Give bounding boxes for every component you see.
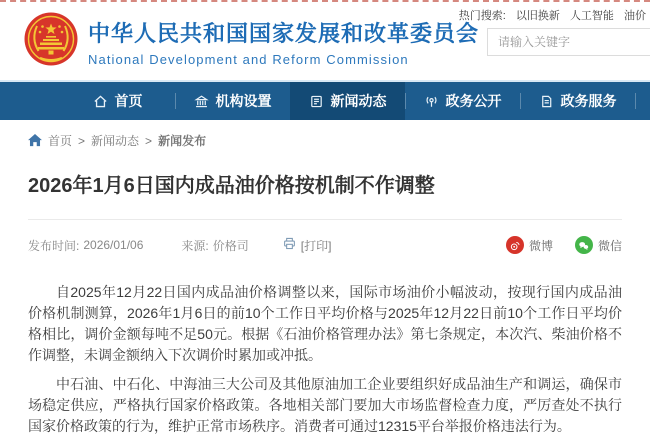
breadcrumb (28, 120, 622, 149)
hot-search-link-oil-price[interactable]: 油价 (624, 10, 646, 22)
publish-time-label: 发布时间: (28, 238, 80, 253)
breadcrumb-home-icon (28, 134, 42, 147)
article-paragraph-1: 自2025年12月22日国内成品油价格调整以来，国际市场油价小幅波动，按现行国内成品油价格机制测算，2026年1月6日的前10个工作日平均价格与2025年12月22日前10个工作日平均价格相比，调价金额每吨不足50元。根据《石油价格管理办法》第七条规定，本次汽、柴油价格不作调整，未调金额纳入下次调价时累加或冲抵。 (28, 284, 622, 363)
hot-search-label: 热门搜索: (458, 10, 506, 22)
share-weibo-label: 微博 (528, 238, 553, 253)
nav-item-home[interactable] (60, 82, 175, 120)
disclosure-icon (424, 94, 439, 109)
share-weibo-button[interactable] (506, 236, 553, 254)
nav-item-gov-services[interactable] (520, 82, 635, 120)
print-label: [打印] (300, 238, 332, 253)
breadcrumb-separator: > (78, 133, 86, 148)
breadcrumb-separator: > (145, 133, 153, 148)
nav-item-gov-disclosure[interactable] (405, 82, 520, 120)
nav-item-label: 政务服务 (560, 93, 617, 109)
breadcrumb-item-news-release[interactable]: 新闻发布 (158, 134, 207, 148)
share-wechat-button[interactable] (575, 236, 622, 254)
weibo-icon (506, 236, 524, 254)
services-icon (539, 94, 554, 109)
nav-item-label: 首页 (114, 93, 143, 109)
article-title: 2026年1月6日国内成品油价格按机制不作调整 (28, 175, 435, 197)
news-icon (309, 94, 324, 109)
site-title-block (88, 17, 479, 67)
content-area (0, 120, 650, 437)
article-body (28, 282, 622, 437)
breadcrumb-item-news[interactable]: 新闻动态 (91, 134, 140, 148)
share-bar (484, 236, 622, 254)
nav-item-organization[interactable] (175, 82, 290, 120)
site-title-en: National Development and Reform Commission (88, 52, 409, 67)
search-input[interactable] (487, 28, 650, 56)
share-wechat-label: 微信 (597, 238, 622, 253)
article-meta-row (28, 236, 622, 254)
hot-search-link-trade-in[interactable]: 以旧换新 (515, 10, 560, 22)
nav-item-label: 机构设置 (215, 93, 272, 109)
site-header (0, 2, 650, 80)
nav-item-label: 新闻动态 (330, 93, 387, 109)
print-button[interactable] (283, 237, 332, 254)
national-emblem-logo (24, 12, 78, 66)
nav-item-label: 政务公开 (445, 93, 502, 109)
source-label: 来源: (181, 238, 209, 253)
home-icon (93, 94, 108, 109)
title-divider (28, 219, 622, 220)
printer-icon (283, 237, 296, 253)
site-title-cn: 中华人民共和国国家发展和改革委员会 (88, 21, 480, 46)
hot-search-link-ai[interactable]: 人工智能 (569, 10, 614, 22)
nav-item-interaction[interactable] (635, 82, 650, 120)
article-paragraph-2: 中石油、中石化、中海油三大公司及其他原油加工企业要组织好成品油生产和调运，确保市场稳定供应，严格执行国家价格政策。各地相关部门要加大市场监督检查力度，严厉查处不执行国家价格政策的行为，维护正常市场秩序。消费者可通过12315平台举报价格违法行为。 (28, 376, 622, 434)
institution-icon (194, 94, 209, 109)
nav-item-news[interactable] (290, 82, 405, 120)
wechat-icon (575, 236, 593, 254)
publish-time-value: 2026/01/06 (83, 238, 144, 252)
source-value: 价格司 (212, 238, 249, 253)
hot-search-bar (459, 7, 646, 23)
main-nav (0, 82, 650, 120)
breadcrumb-item-home[interactable]: 首页 (48, 134, 73, 148)
